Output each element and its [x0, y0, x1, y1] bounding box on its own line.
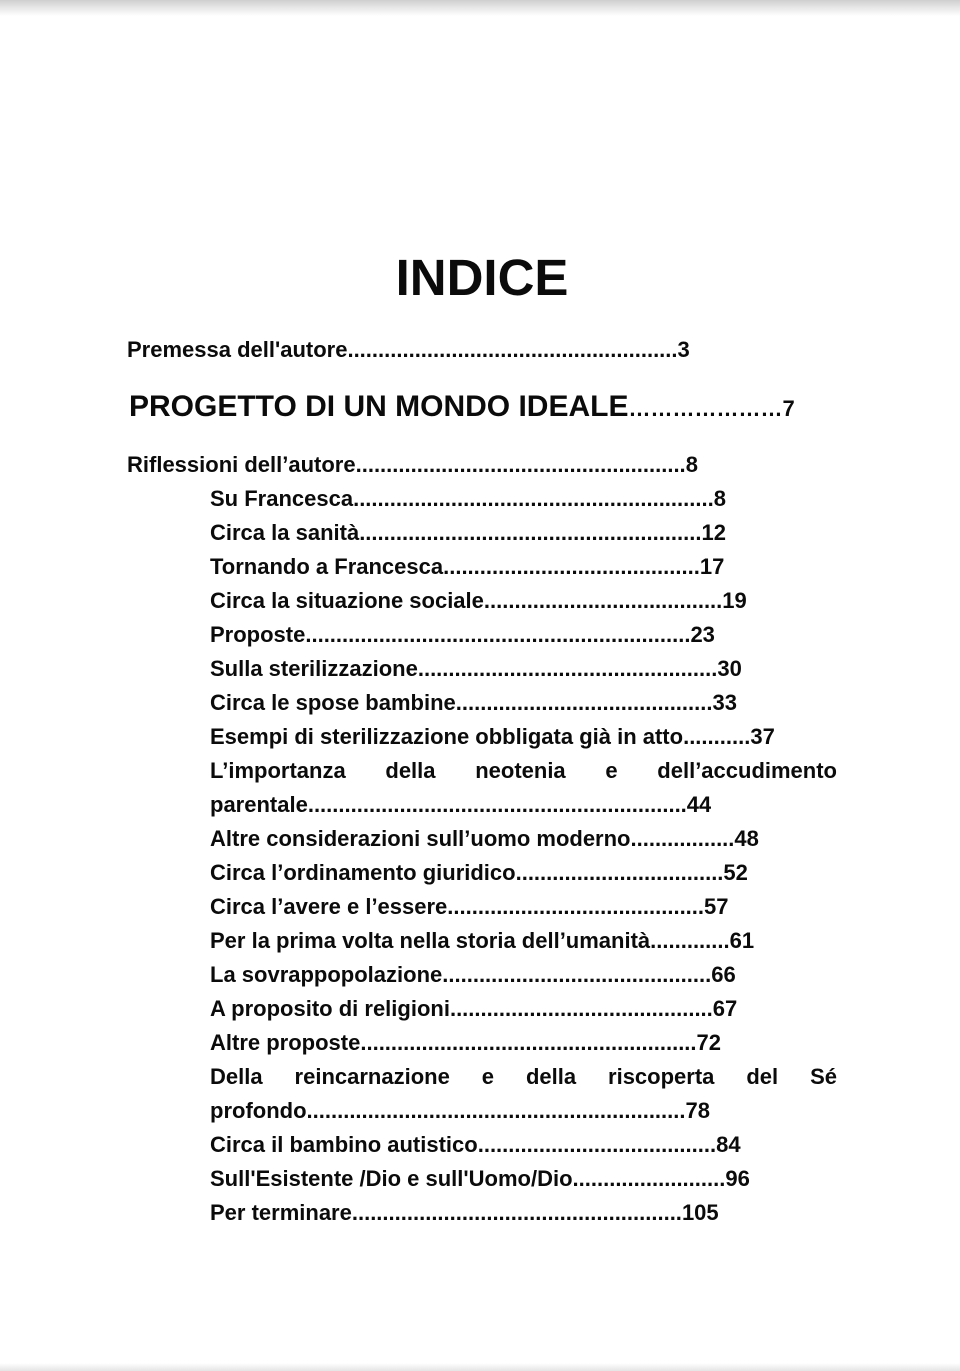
toc-page-number: 72 — [696, 1030, 722, 1055]
toc-entry-title: Riflessioni dell’autore — [127, 452, 356, 477]
toc-entry — [127, 333, 690, 367]
toc-leader-dots: ………………… — [628, 396, 783, 421]
toc-page-number: 78 — [685, 1098, 710, 1123]
toc-entry-title: Altre proposte — [210, 1030, 361, 1055]
toc-page-number: 37 — [750, 724, 775, 749]
toc-page-number: 30 — [717, 656, 742, 681]
toc-entry — [210, 958, 736, 992]
toc-entry-title: Circa il bambino autistico — [210, 1132, 478, 1157]
toc-entry — [210, 686, 737, 720]
toc-leader-dots: ................. — [630, 826, 735, 851]
toc-leader-dots: ........................................... — [449, 996, 713, 1021]
toc-leader-dots: ......................... — [572, 1166, 726, 1191]
toc-entry — [210, 516, 726, 550]
toc-entry-title-continuation: parentale — [210, 792, 308, 817]
toc-entry — [210, 1094, 710, 1128]
toc-page-number: 12 — [701, 520, 726, 545]
toc-leader-dots: ...................................................... — [355, 452, 686, 477]
toc-page-number: 48 — [734, 826, 759, 851]
toc-page-number: 44 — [686, 792, 712, 817]
toc-entry-title: Altre considerazioni sull’uomo moderno — [210, 826, 631, 851]
toc-page-number: 3 — [677, 337, 690, 362]
toc-leader-dots: ....................................... — [483, 588, 723, 613]
toc-leader-dots: ........... — [683, 724, 751, 749]
toc-leader-dots: .......................................... — [447, 894, 705, 919]
toc-entry-title: Premessa dell'autore — [127, 337, 348, 362]
toc-leader-dots: ....................................... — [477, 1132, 717, 1157]
toc-leader-dots: ...................................................... — [347, 337, 678, 362]
toc-entry — [210, 856, 748, 890]
toc-page-number: 66 — [711, 962, 736, 987]
toc-entry-title: La sovrappopolazione — [210, 962, 443, 987]
toc-page-number: 33 — [712, 690, 737, 715]
toc-entry — [210, 822, 759, 856]
toc-page-number: 84 — [716, 1132, 741, 1157]
toc-page-number: 8 — [685, 452, 698, 477]
toc-page-number: 19 — [722, 588, 747, 613]
toc-entry-title: Circa le spose bambine — [210, 690, 456, 715]
toc-page-number: 8 — [713, 486, 726, 511]
toc-entry — [210, 652, 742, 686]
toc-entry — [210, 890, 729, 924]
toc-leader-dots: .......................................... — [455, 690, 713, 715]
page-title: INDICE — [395, 249, 569, 306]
toc-entry-title: Sull'Esistente /Dio e sull'Uomo/Dio — [210, 1166, 573, 1191]
toc-leader-dots: ........................................................... — [353, 486, 714, 511]
toc-page-number: 17 — [699, 554, 725, 579]
toc-entry-title: Circa l’avere e l’essere — [210, 894, 448, 919]
toc-entry — [210, 1026, 721, 1060]
toc-entry-title: Su Francesca — [210, 486, 354, 511]
toc-leader-dots: ................................................. — [417, 656, 718, 681]
toc-entry — [210, 788, 711, 822]
toc-leader-dots: ............. — [650, 928, 730, 953]
toc-leader-dots: .............................................................. — [307, 792, 687, 817]
toc-page-number: 23 — [690, 622, 715, 647]
toc-entry-title: Circa la situazione sociale — [210, 588, 484, 613]
toc-page-number: 61 — [729, 928, 755, 953]
toc-entry — [210, 720, 775, 754]
toc-page-number: 57 — [704, 894, 729, 919]
toc-entry — [210, 550, 724, 584]
toc-entry — [210, 1196, 719, 1230]
toc-entry — [210, 924, 754, 958]
toc-entry-title-line: L’importanza della neotenia e dell’accudimento — [210, 758, 837, 783]
toc-leader-dots: .................................. — [515, 860, 724, 885]
toc-page-number: 96 — [725, 1166, 750, 1191]
toc-leader-dots: ........................................................ — [359, 520, 702, 545]
toc-entry-title: Esempi di sterilizzazione obbligata già in atto — [210, 724, 684, 749]
toc-leader-dots: .............................................................. — [306, 1098, 686, 1123]
toc-entry — [210, 618, 715, 652]
toc-entry-title: Circa l’ordinamento giuridico — [210, 860, 516, 885]
toc-page-number: 52 — [723, 860, 748, 885]
toc-leader-dots: ............................................................... — [305, 622, 691, 647]
toc-entry-title: Tornando a Francesca — [210, 554, 444, 579]
toc-entry-title: Proposte — [210, 622, 306, 647]
toc-page-number: 105 — [681, 1200, 719, 1225]
toc-entry-title: Per la prima volta nella storia dell’umanità — [210, 928, 651, 953]
toc-page-number: 7 — [782, 396, 795, 421]
toc-leader-dots: ....................................................... — [360, 1030, 697, 1055]
bottom-edge-shadow — [0, 1363, 960, 1371]
toc-entry — [210, 1128, 741, 1162]
toc-entry-title: Circa la sanità — [210, 520, 360, 545]
toc-entry-title-continuation: profondo — [210, 1098, 307, 1123]
toc-leader-dots: ...................................................... — [351, 1200, 682, 1225]
toc-entry — [210, 1162, 750, 1196]
toc-entry — [210, 584, 747, 618]
toc-entry-title: A proposito di religioni — [210, 996, 450, 1021]
toc-entry — [127, 448, 698, 482]
toc-leader-dots: ............................................ — [442, 962, 712, 987]
toc-part-heading — [129, 387, 795, 429]
toc-entry — [210, 482, 726, 516]
toc-leader-dots: .......................................... — [443, 554, 700, 579]
toc-entry-title-line: Della reincarnazione e della riscoperta del Sé — [210, 1064, 837, 1089]
toc-page-number: 67 — [712, 996, 738, 1021]
toc-entry-title: PROGETTO DI UN MONDO IDEALE — [129, 390, 629, 423]
toc-entry-title: Per terminare — [210, 1200, 352, 1225]
top-edge-shadow — [0, 0, 960, 16]
toc-entry — [210, 992, 737, 1026]
toc-entry-title: Sulla sterilizzazione — [210, 656, 418, 681]
